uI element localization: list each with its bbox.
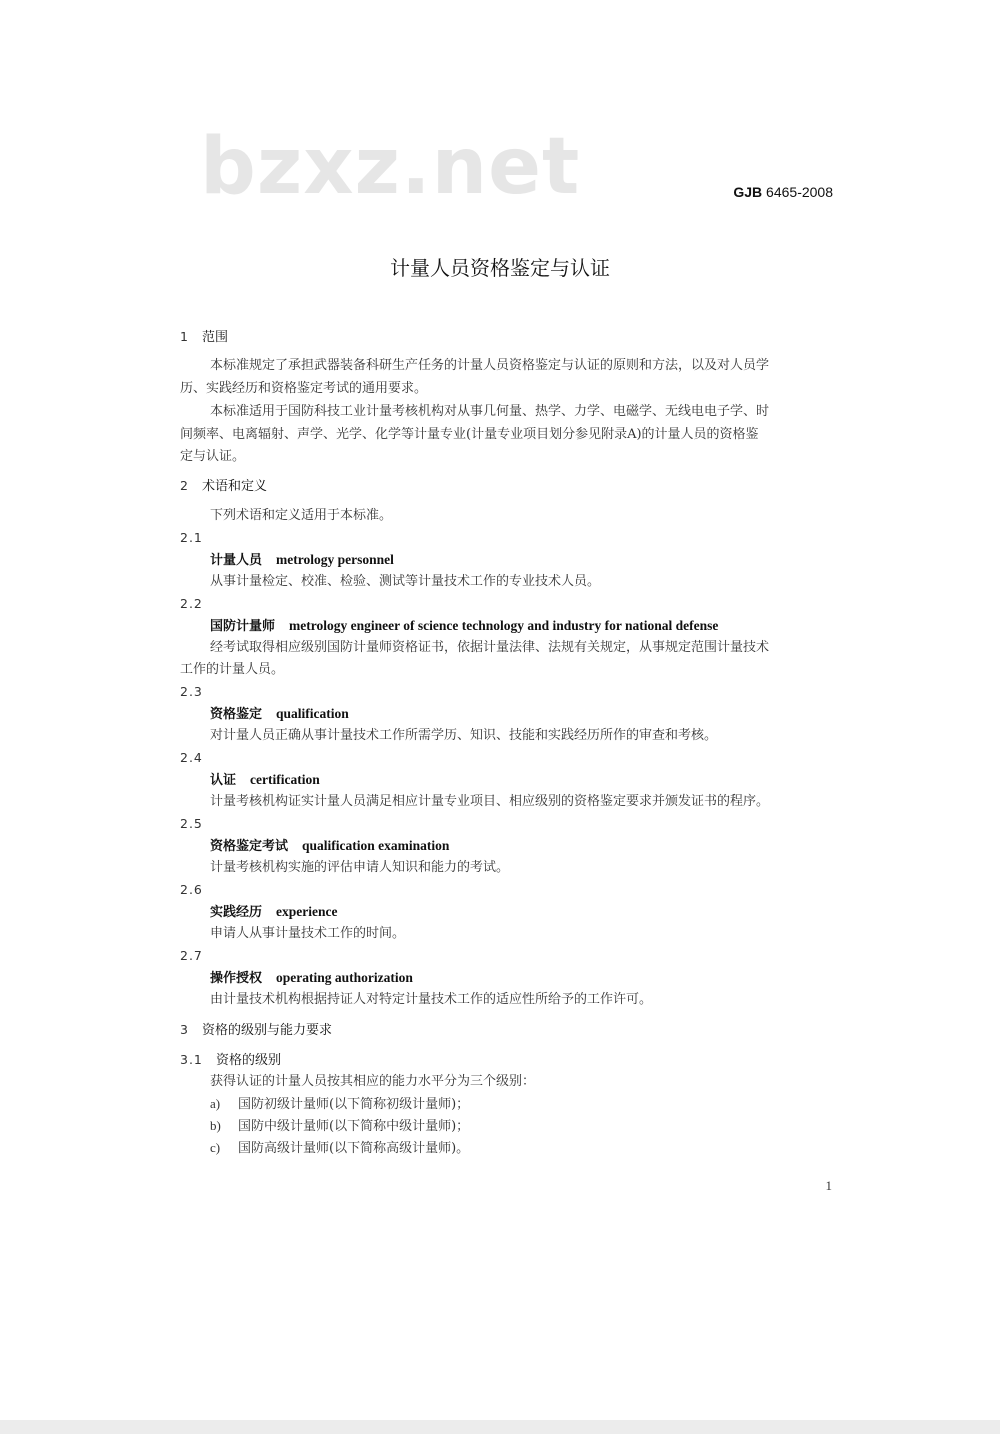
term-definition: 计量考核机构证实计量人员满足相应计量专业项目、相应级别的资格鉴定要求并颁发证书的程序。 <box>210 794 770 809</box>
term-number: 2.1 <box>180 530 203 545</box>
section-number: 3 <box>180 1022 189 1037</box>
term-chinese: 实践经历 <box>210 905 263 920</box>
term-number: 2.3 <box>180 684 203 699</box>
term-english: experience <box>276 904 338 919</box>
watermark: bzxz.net <box>200 122 581 212</box>
list-item <box>210 1140 469 1157</box>
term-number: 2.2 <box>180 596 203 611</box>
term-heading <box>210 772 320 789</box>
section-title: 范围 <box>202 330 229 345</box>
term-heading <box>210 838 449 855</box>
term-definition: 工作的计量人员。 <box>180 662 285 677</box>
term-heading <box>210 706 349 723</box>
paragraph-line: 间频率、电离辐射、声学、光学、化学等计量专业(计量专业项目划分参见附录A)的计量人员的资格鉴 <box>180 427 759 442</box>
paragraph-line: 定与认证。 <box>180 449 246 464</box>
term-heading <box>210 552 394 569</box>
section-heading-2 <box>180 478 267 495</box>
term-heading <box>210 904 337 921</box>
term-definition: 从事计量检定、校准、检验、测试等计量技术工作的专业技术人员。 <box>210 574 601 589</box>
paragraph-line: 下列术语和定义适用于本标准。 <box>210 508 393 523</box>
term-english: metrology engineer of science technology and industry for national defense <box>289 618 719 633</box>
term-number: 2.6 <box>180 882 203 897</box>
term-number: 2.5 <box>180 816 203 831</box>
list-text: 国防中级计量师(以下简称中级计量师)； <box>238 1119 470 1134</box>
term-number: 2.7 <box>180 948 203 963</box>
subsection-number: 3.1 <box>180 1052 203 1067</box>
list-label: c) <box>210 1140 221 1155</box>
paragraph-line: 获得认证的计量人员按其相应的能力水平分为三个级别： <box>210 1074 536 1089</box>
term-definition: 对计量人员正确从事计量技术工作所需学历、知识、技能和实践经历所作的审查和考核。 <box>210 728 718 743</box>
term-english: operating authorization <box>276 970 413 985</box>
list-label: a) <box>210 1096 221 1111</box>
section-number: 1 <box>180 329 189 344</box>
document-title: 计量人员资格鉴定与认证 <box>390 256 610 280</box>
term-english: metrology personnel <box>276 552 394 567</box>
subsection-heading <box>180 1052 281 1069</box>
list-item <box>210 1118 469 1135</box>
list-label: b) <box>210 1118 221 1133</box>
term-english: certification <box>250 772 320 787</box>
term-definition: 申请人从事计量技术工作的时间。 <box>210 926 406 941</box>
standard-code <box>733 185 833 199</box>
term-english: qualification examination <box>302 838 450 853</box>
list-text: 国防初级计量师(以下简称初级计量师)； <box>238 1097 470 1112</box>
term-definition: 经考试取得相应级别国防计量师资格证书，依据计量法律、法规有关规定，从事规定范围计量技术 <box>210 640 770 655</box>
page-number: 1 <box>825 1178 832 1193</box>
paragraph-line: 历、实践经历和资格鉴定考试的通用要求。 <box>180 381 428 396</box>
list-item <box>210 1096 469 1113</box>
term-definition: 计量考核机构实施的评估申请人知识和能力的考试。 <box>210 860 510 875</box>
section-title: 术语和定义 <box>202 479 268 494</box>
bottom-bar <box>0 1420 1000 1434</box>
term-chinese: 操作授权 <box>210 971 263 986</box>
term-heading <box>210 618 718 635</box>
term-definition: 由计量技术机构根据持证人对特定计量技术工作的适应性所给予的工作许可。 <box>210 992 653 1007</box>
term-number: 2.4 <box>180 750 203 765</box>
subsection-title: 资格的级别 <box>216 1053 282 1068</box>
list-text: 国防高级计量师(以下简称高级计量师)。 <box>238 1141 470 1156</box>
section-title: 资格的级别与能力要求 <box>202 1023 333 1038</box>
term-chinese: 国防计量师 <box>210 619 276 634</box>
term-english: qualification <box>276 706 349 721</box>
paragraph-line: 本标准规定了承担武器装备科研生产任务的计量人员资格鉴定与认证的原则和方法，以及对人员学 <box>210 358 770 373</box>
standard-prefix: GJB <box>733 184 763 200</box>
section-number: 2 <box>180 478 189 493</box>
term-chinese: 认证 <box>210 773 237 788</box>
standard-number: 6465-2008 <box>766 184 833 200</box>
term-heading <box>210 970 413 987</box>
section-heading-1 <box>180 329 228 346</box>
section-heading-3 <box>180 1022 332 1039</box>
term-chinese: 资格鉴定 <box>210 707 263 722</box>
paragraph-line: 本标准适用于国防科技工业计量考核机构对从事几何量、热学、力学、电磁学、无线电电子学、时 <box>210 404 770 419</box>
term-chinese: 资格鉴定考试 <box>210 839 289 854</box>
term-chinese: 计量人员 <box>210 553 263 568</box>
